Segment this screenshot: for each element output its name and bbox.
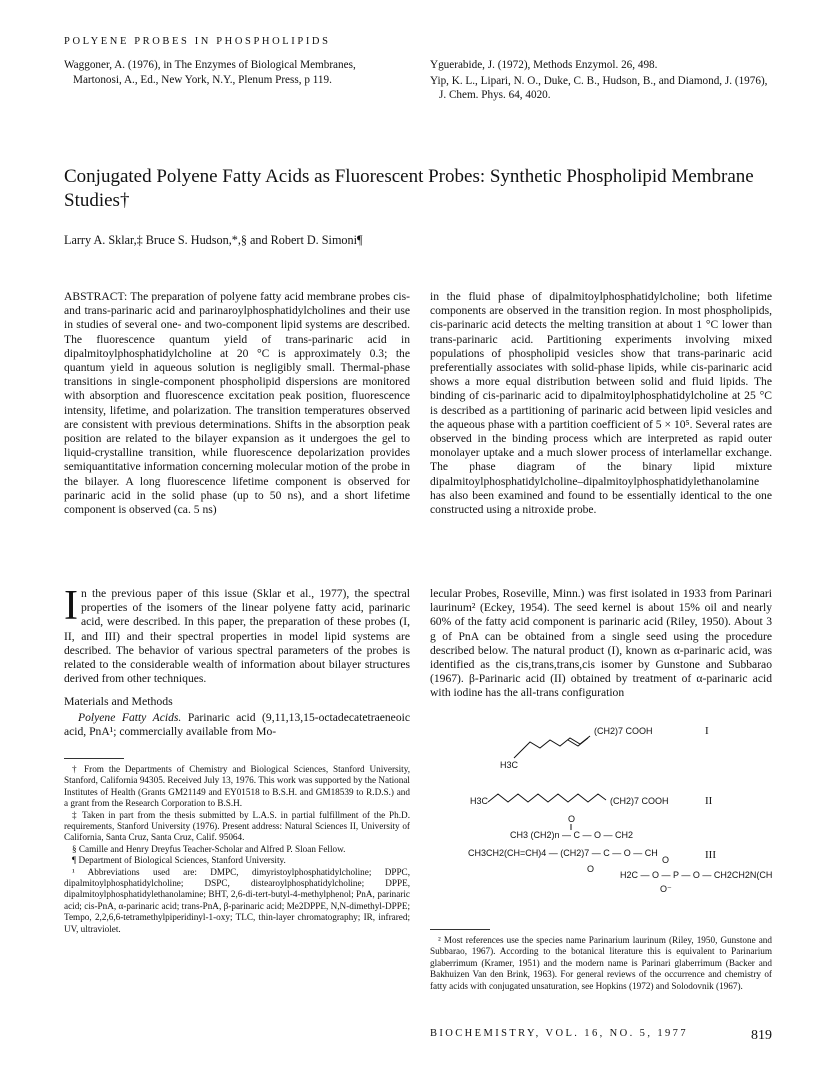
structure-III-line2: CH3CH2(CH=CH)4 — (CH2)7 — C — O — CH	[468, 848, 658, 858]
abstract-label: ABSTRACT:	[64, 290, 128, 303]
structure-I-label: I	[705, 725, 709, 737]
footnote-divider	[64, 758, 124, 759]
structure-diagram	[430, 722, 772, 917]
abstract-text-right: in the fluid phase of dipalmitoylphosphatidylcholine; both lifetime components are observed in the transition region. In most phospholipids, cis-parinaric acid detects the melting transition at about 1 °C lower than trans-parinaric acid. Partitioning experiments involving mixed populations of phospholipid vesicles show that trans-parinaric acid preferentially associates with solid-phase lipids, while cis-parinaric acid shows a more equal distribution between solid and fluid lipids. The binding of cis-parinaric acid to dipalmitoylphosphatidylcholine at 25 °C is described as a partitioning of parinaric acid between lipid vesicles and the aqueous phase with a partition coefficient of 5 × 10⁵. Several rates are observed in the binding process which are interpreted as rapid outer monolayer uptake and a much slower process of interlamellar exchange. The phase diagram of the binary lipid mixture dipalmitoylphosphatidylcholine–dipalmitoylphosphatidylethanolamine has also been examined and found to be essentially identical to the one constructed using a nitroxide probe.	[430, 290, 772, 517]
page-number: 819	[751, 1028, 772, 1043]
article-title: Conjugated Polyene Fatty Acids as Fluorescent Probes: Synthetic Phospholipid Membrane Studies†	[64, 166, 754, 211]
structure-I-top: (CH2)7 COOH	[594, 726, 653, 736]
references-right	[430, 58, 770, 104]
footnote: † From the Departments of Chemistry and Biological Sciences, Stanford University, Stanford, California 94305. Received July 13, 1976. This work was supported by the National Institutes of Health (Grants GM21149 and EY01518 to B.S.H. and GM18539 to R.D.S.) and a grant from the Research Corporation to B.S.H.	[64, 764, 410, 809]
structure-III-o-mid: O	[587, 864, 595, 874]
structure-III-ominus: O⁻	[660, 884, 672, 894]
intro-text-left: n the previous paper of this issue (Sklar et al., 1977), the spectral properties of the isomers of the linear polyene fatty acid, parinaric acid, were described. In this paper, the preparation of these probes (I, II, and III) and their spectral properties in model lipid systems are described. The behavior of various spectral parameters of the probes is related to the considerable wealth of information about bilayer structures derived from other techniques.	[64, 587, 410, 686]
structure-III-o-p: O	[662, 855, 670, 865]
footnote: § Camille and Henry Dreyfus Teacher-Scholar and Alfred P. Sloan Fellow.	[72, 843, 346, 854]
footnotes-left	[64, 764, 410, 935]
structure-I-left: H3C	[500, 760, 519, 770]
footnote-divider-right	[430, 929, 490, 930]
footnote: ² Most references use the species name Parinarium laurinum (Riley, 1950, Gunstone and Subbarao, 1967). According to the botanical literature this is equivalent to Parinarium glaberrimum (Kramer, 1951) and the modern name is Parinari glaberrimum (Backer and Bakhuizen Van den Brink, 1963). For general reviews of the occurrence and chemistry of fatty acids with conjugated unsaturation, see Hopkins (1972) and Solodovnik (1967).	[430, 935, 772, 991]
page-footer	[430, 1028, 772, 1044]
footnote: ¶ Department of Biological Sciences, Stanford University.	[72, 855, 286, 866]
structure-II-right: (CH2)7 COOH	[610, 796, 669, 806]
structure-II-chain	[488, 794, 606, 802]
structure-II-left: H3C	[470, 796, 489, 806]
article-authors: Larry A. Sklar,‡ Bruce S. Hudson,*,§ and Robert D. Simoni¶	[64, 233, 363, 247]
reference-entry: Waggoner, A. (1976), in The Enzymes of Biological Membranes, Martonosi, A., Ed., New York, N.Y., Plenum Press, p 119.	[64, 59, 356, 86]
subsection-label: Polyene Fatty Acids.	[78, 710, 182, 724]
chemical-structures	[430, 722, 772, 917]
structure-II-label: II	[705, 795, 713, 807]
structure-III-line1: CH3 (CH2)n — C — O — CH2	[510, 830, 634, 840]
intro-text-right: lecular Probes, Roseville, Minn.) was first isolated in 1933 from Parinari laurinum² (Eckey, 1954). The seed kernel is about 15% oil and nearly 60% of the fatty acid component is parinaric acid (Riley, 1950). About 3 g of PnA can be obtained from a single seed using the procedure described below. The natural product (I), known as α-parinaric acid, was identified as the cis,trans,trans,cis isomer by Gunstone and Subbarao (1967). β-Parinaric acid (II) obtained by treatment of α-parinaric acid with iodine has the all-trans configuration	[430, 587, 772, 700]
footnote: ¹ Abbreviations used are: DMPC, dimyristoylphosphatidylcholine; DPPC, dipalmitoylphosphatidylcholine; DSPC, distearoylphosphatidylcholine; DPPE, dipalmitoylphosphatidylethanolamine; BHT, 2,6-di-tert-butyl-4-methylphenol; PnA, parinaric acid; cis-PnA, α-parinaric acid; trans-PnA, β-parinaric acid; Me2DPPE, N,N-dimethyl-DPPE; Tempo, 2,2,6,6-tetramethylpiperidinyl-1-oxy; TLC, thin-layer chromatography; IR, infrared; UV, ultraviolet.	[64, 866, 410, 934]
section-heading: Materials and Methods	[64, 694, 173, 709]
reference-entry: Yip, K. L., Lipari, N. O., Duke, C. B., Hudson, B., and Diamond, J. (1976), J. Chem. Phys. 64, 4020.	[430, 74, 768, 102]
structure-I-double-bonds	[568, 738, 588, 746]
structure-III-label: III	[705, 849, 716, 861]
subsection-paragraph	[64, 711, 410, 739]
running-header: POLYENE PROBES IN PHOSPHOLIPIDS	[64, 36, 331, 47]
footnotes-right	[430, 935, 772, 992]
subsection-text: Parinaric acid (9,11,13,15-octadecatetraeneoic acid, PnA¹; commercially available from Mo-	[64, 710, 410, 738]
footnote: ‡ Taken in part from the thesis submitted by L.A.S. in partial fulfillment of the Ph.D. requirements, Stanford University (1976). Present address: Natural Sciences II, University of California, Santa Cruz, Santa Cruz, Calif. 95064.	[64, 809, 410, 843]
intro-right-column	[430, 587, 772, 701]
abstract-right-column	[430, 290, 772, 517]
structure-III-o-top: O	[568, 814, 576, 824]
drop-cap: I	[64, 583, 78, 629]
structure-III-line3: H2C — O — P — O — CH2CH2N(CH3)3	[620, 870, 772, 880]
structure-I-chain	[514, 736, 590, 758]
references-left	[64, 58, 404, 88]
abstract-left-column	[64, 290, 410, 517]
intro-left-column	[64, 583, 410, 739]
abstract-text-left: The preparation of polyene fatty acid membrane probes cis- and trans-parinaric acid and parinaroylphosphatidylcholines and their use in studies of several one- and two-component lipid systems are described. The fluorescence quantum yield of trans-parinaric acid in dipalmitoylphosphatidylcholine at 20 °C is approximately 0.3; the quantum yield in aqueous solution is negligibly small. Thermal-phase transitions in single-component phospholipid dispersions are monitored with absorption and fluorescence excitation peak position, fluorescence intensity, lifetime, and polarization. The transition temperatures observed are consistent with previous determinations. Shifts in the absorption peak position are related to the bilayer expansion as it undergoes the gel to liquid-crystalline transition, while fluorescence depolarization provides semiquantitative information concerning molecular motion of the probe in the bilayer. A long fluorescence lifetime component is observed for parinaric acid in the solid phase (up to 50 ns), and a short lifetime component is observed (ca. 5 ns)	[64, 290, 410, 517]
reference-entry: Yguerabide, J. (1972), Methods Enzymol. 26, 498.	[430, 59, 658, 71]
journal-citation: BIOCHEMISTRY, VOL. 16, NO. 5, 1977	[430, 1028, 688, 1039]
